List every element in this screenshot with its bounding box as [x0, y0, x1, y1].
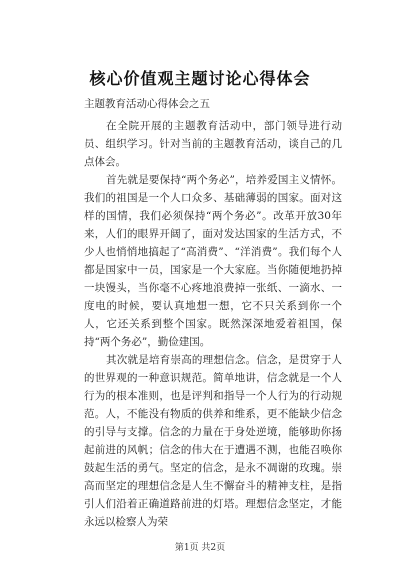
page-footer: 第1页 共2页 — [174, 543, 226, 553]
paragraph-second-point: 其次就是培育崇高的理想信念。信念，是贯穿于人的世界观的一种意识规范。简单地讲，信念就是一个人行为的根本准则，也是评判和指导一个人行为的行动规范。人，不能没有物质的供养和维系，更不能缺少信念的引导与支撑。信念的力量在于身处逆境，能够助你扬起前进的风帆；信念的伟大在于遭遇不测，也能召唤你鼓起生活的勇气。坚定的信念，是永不凋谢的玫瑰。崇高而坚定的理想信念是人生不懈奋斗的精神支柱，是指引人们沿着正确道路前进的灯塔。理想信念坚定，才能永远以检察人为荣 — [84, 354, 342, 528]
paragraph-first-point: 首先就是要保持“两个务必”，培养爱国主义情怀。我们的祖国是一个人口众多、基础薄弱的国家。面对这样的国情，我们必须保持“两个务必”。改革开放30年来，人们的眼界开阔了，面对发达国家的生活方式，不少人也悄悄地搞起了“高消费”、“洋消费”。我们每个人都是国家中一员，国家是一个大家庭。当你随便地扔掉一块馒头，当你毫不心疼地浪费掉一张纸、一滴水、一度电的时候，要认真地想一想，它不只关系到你一个人，它还关系到整个国家。既然深深地爱着祖国，保持“两个务必”，勤俭建国。 — [84, 174, 342, 348]
document-subtitle: 主题教育活动心得体会之五 — [84, 98, 210, 110]
paragraph-intro: 在全院开展的主题教育活动中，部门领导进行动员、组织学习。针对当前的主题教育活动，谈自己的几点体会。 — [84, 120, 342, 168]
document-body — [84, 117, 342, 531]
document-title: 核心价值观主题讨论心得体会 — [89, 69, 311, 88]
